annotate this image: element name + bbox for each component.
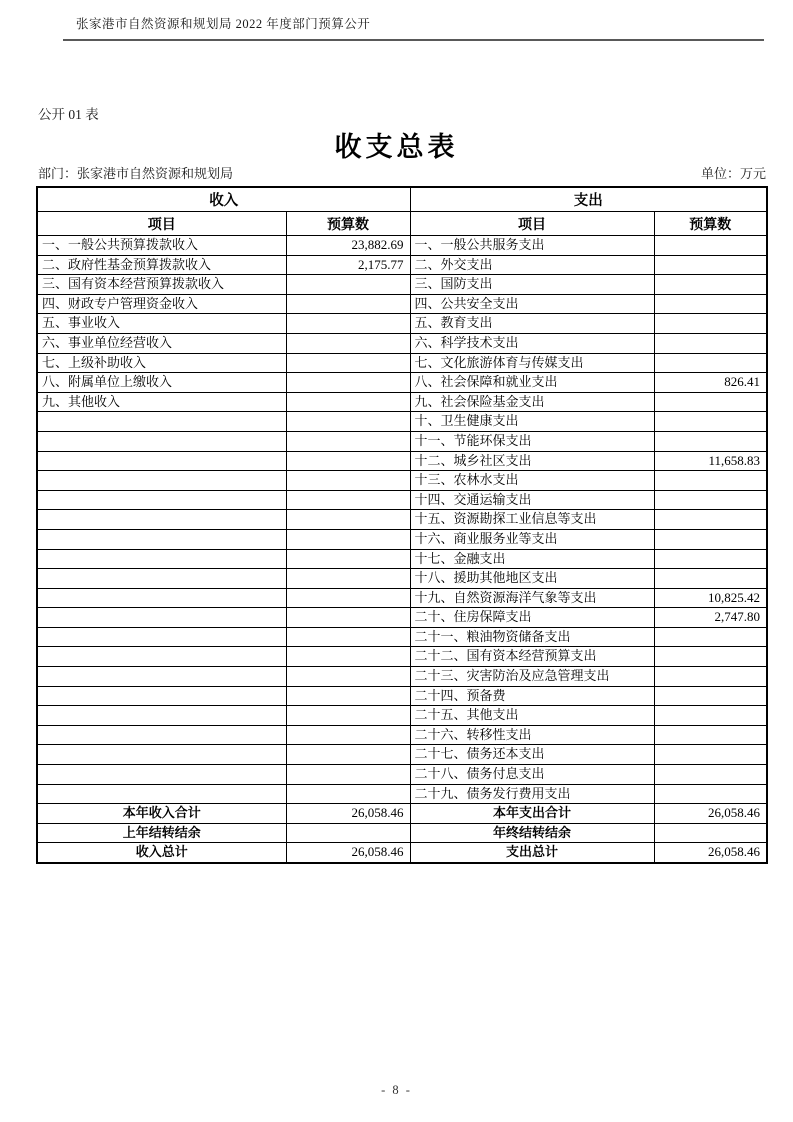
expense-item-cell: 十四、交通运输支出 [410,490,654,510]
table-row [37,431,767,451]
income-value-cell [286,451,410,471]
page-title: 收支总表 [334,132,459,162]
table-row [37,627,767,647]
table-row [37,569,767,589]
income-value-cell [286,510,410,530]
income-value-cell: 26,058.46 [286,804,410,824]
expense-item-cell: 八、社会保障和就业支出 [410,373,654,393]
table-row [37,667,767,687]
income-value-cell [286,314,410,334]
income-value-cell [286,823,410,843]
income-value-cell [286,529,410,549]
income-item-cell [37,451,286,471]
income-value-cell [286,725,410,745]
table-row [37,294,767,314]
income-value-cell [286,294,410,314]
income-value-cell [286,373,410,393]
expense-value-cell [654,569,767,589]
expense-value-cell [654,392,767,412]
expense-value-cell: 10,825.42 [654,588,767,608]
unit-label: 单位：万元 [700,166,766,181]
expense-value-cell [654,627,767,647]
income-value-cell [286,745,410,765]
expense-item-cell: 二十、住房保障支出 [410,608,654,628]
expense-value-cell [654,765,767,785]
table-row [37,236,767,256]
column-header-row [37,212,767,236]
income-item-cell [37,627,286,647]
expense-item-cell: 年终结转结余 [410,823,654,843]
table-row [37,471,767,491]
income-value-cell [286,647,410,667]
expense-value-cell [654,255,767,275]
income-item-cell: 八、附属单位上缴收入 [37,373,286,393]
expense-value-cell [654,236,767,256]
expense-value-cell [654,490,767,510]
income-value-cell [286,588,410,608]
income-item-cell: 六、事业单位经营收入 [37,333,286,353]
expense-item-cell: 十六、商业服务业等支出 [410,529,654,549]
income-value-cell [286,667,410,687]
table-row [37,392,767,412]
expense-value-cell [654,823,767,843]
table-row [37,451,767,471]
income-budget-column-header: 预算数 [286,212,410,236]
expense-value-cell [654,745,767,765]
income-item-cell: 上年结转结余 [37,823,286,843]
document-header [63,12,764,41]
table-total-row [37,843,767,863]
expense-value-cell [654,412,767,432]
expense-value-cell: 11,658.83 [654,451,767,471]
table-row [37,647,767,667]
expense-item-cell: 七、文化旅游体育与传媒支出 [410,353,654,373]
expense-item-cell: 十五、资源勘探工业信息等支出 [410,510,654,530]
income-value-cell [286,353,410,373]
income-item-cell [37,510,286,530]
income-section-header: 收入 [37,187,410,212]
income-item-cell [37,490,286,510]
income-value-cell [286,608,410,628]
income-value-cell [286,471,410,491]
section-header-row [37,187,767,212]
expense-value-cell: 26,058.46 [654,843,767,863]
income-item-cell [37,647,286,667]
expense-value-cell [654,667,767,687]
department-label: 部门：张家港市自然资源和规划局 [38,166,234,181]
expense-item-cell: 二十三、灾害防治及应急管理支出 [410,667,654,687]
expense-item-cell: 二十九、债务发行费用支出 [410,784,654,804]
expense-value-cell [654,647,767,667]
income-value-cell: 23,882.69 [286,236,410,256]
table-total-row [37,823,767,843]
expense-value-cell [654,549,767,569]
table-row [37,373,767,393]
income-item-cell: 七、上级补助收入 [37,353,286,373]
income-item-cell [37,569,286,589]
expense-item-cell: 二十一、粮油物资储备支出 [410,627,654,647]
expense-item-cell: 五、教育支出 [410,314,654,334]
expense-item-cell: 十三、农林水支出 [410,471,654,491]
table-row [37,745,767,765]
table-total-row [37,804,767,824]
income-value-cell [286,490,410,510]
expense-item-cell: 十一、节能环保支出 [410,431,654,451]
expense-value-cell [654,471,767,491]
expense-item-cell: 本年支出合计 [410,804,654,824]
income-item-cell: 本年收入合计 [37,804,286,824]
expense-item-cell: 二十四、预备费 [410,686,654,706]
income-value-cell: 26,058.46 [286,843,410,863]
expense-item-cell: 二、外交支出 [410,255,654,275]
expense-item-column-header: 项目 [410,212,654,236]
table-row [37,529,767,549]
expense-value-cell [654,275,767,295]
expense-item-cell: 支出总计 [410,843,654,863]
income-item-cell: 一、一般公共预算拨款收入 [37,236,286,256]
expense-item-cell: 十、卫生健康支出 [410,412,654,432]
expense-value-cell [654,686,767,706]
expense-value-cell [654,294,767,314]
expense-value-cell: 2,747.80 [654,608,767,628]
table-row [37,333,767,353]
expense-value-cell: 826.41 [654,373,767,393]
expense-item-cell: 二十八、债务付息支出 [410,765,654,785]
expense-item-cell: 十七、金融支出 [410,549,654,569]
expense-item-cell: 六、科学技术支出 [410,333,654,353]
income-item-cell: 二、政府性基金预算拨款收入 [37,255,286,275]
expense-item-cell: 二十五、其他支出 [410,706,654,726]
expense-value-cell [654,784,767,804]
expense-item-cell: 十八、援助其他地区支出 [410,569,654,589]
income-value-cell [286,392,410,412]
expense-item-cell: 二十二、国有资本经营预算支出 [410,647,654,667]
income-value-cell [286,686,410,706]
budget-table [36,186,768,864]
table-row [37,549,767,569]
expense-budget-column-header: 预算数 [654,212,767,236]
table-row [37,255,767,275]
expense-value-cell: 26,058.46 [654,804,767,824]
table-row [37,275,767,295]
income-item-cell: 五、事业收入 [37,314,286,334]
income-value-cell [286,431,410,451]
expense-item-cell: 十九、自然资源海洋气象等支出 [410,588,654,608]
income-item-cell [37,725,286,745]
table-row [37,765,767,785]
expense-value-cell [654,431,767,451]
income-item-cell [37,706,286,726]
income-value-cell [286,784,410,804]
expense-value-cell [654,510,767,530]
document-header-title: 张家港市自然资源和规划局 2022 年度部门预算公开 [76,17,371,31]
table-number-label: 公开 01 表 [38,107,99,122]
income-item-cell [37,431,286,451]
table-row [37,784,767,804]
income-item-cell [37,588,286,608]
table-row [37,706,767,726]
income-item-cell [37,471,286,491]
table-row [37,510,767,530]
income-item-cell [37,549,286,569]
income-value-cell [286,765,410,785]
income-item-cell: 三、国有资本经营预算拨款收入 [37,275,286,295]
expense-section-header: 支出 [410,187,767,212]
expense-value-cell [654,529,767,549]
income-item-cell: 九、其他收入 [37,392,286,412]
page-number: - 8 - [381,1083,412,1097]
income-value-cell [286,549,410,569]
expense-value-cell [654,314,767,334]
income-value-cell [286,412,410,432]
expense-item-cell: 四、公共安全支出 [410,294,654,314]
income-value-cell [286,627,410,647]
income-item-cell [37,608,286,628]
income-item-cell [37,529,286,549]
table-row [37,608,767,628]
table-row [37,588,767,608]
expense-value-cell [654,706,767,726]
expense-item-cell: 一、一般公共服务支出 [410,236,654,256]
income-value-cell [286,333,410,353]
expense-item-cell: 三、国防支出 [410,275,654,295]
income-item-cell: 收入总计 [37,843,286,863]
expense-item-cell: 二十七、债务还本支出 [410,745,654,765]
table-row [37,490,767,510]
expense-value-cell [654,353,767,373]
income-value-cell [286,706,410,726]
table-row [37,314,767,334]
income-item-cell [37,765,286,785]
income-item-cell [37,686,286,706]
expense-value-cell [654,333,767,353]
table-row [37,725,767,745]
income-item-cell [37,667,286,687]
income-value-cell [286,569,410,589]
income-value-cell: 2,175.77 [286,255,410,275]
expense-value-cell [654,725,767,745]
expense-item-cell: 二十六、转移性支出 [410,725,654,745]
income-item-cell [37,784,286,804]
income-item-cell [37,412,286,432]
table-row [37,686,767,706]
table-meta-row [38,163,766,182]
expense-item-cell: 九、社会保险基金支出 [410,392,654,412]
expense-item-cell: 十二、城乡社区支出 [410,451,654,471]
income-item-column-header: 项目 [37,212,286,236]
table-row [37,353,767,373]
income-value-cell [286,275,410,295]
income-item-cell: 四、财政专户管理资金收入 [37,294,286,314]
income-item-cell [37,745,286,765]
budget-table-body [37,236,767,864]
table-row [37,412,767,432]
